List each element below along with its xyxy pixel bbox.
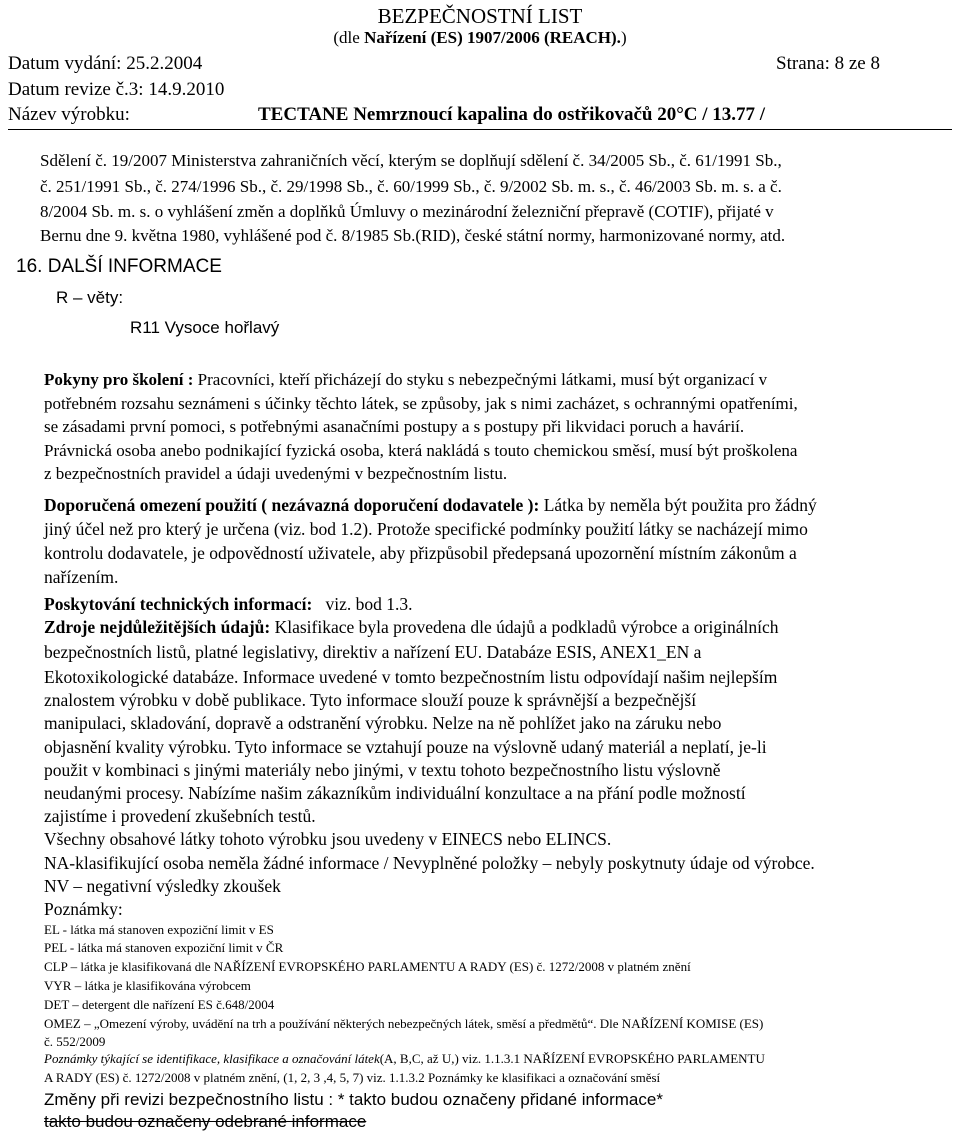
- training-line: potřebném rozsahu seznámeni s účinky těchto látek, se způsoby, jak s nimi zacházet, s ochrannými opatřeními,: [44, 394, 798, 413]
- remarks-italic: Poznámky týkající se identifikace, klasifikace a označování látek: [44, 1051, 380, 1066]
- r-phrase-item: R11 Vysoce hořlavý: [130, 318, 280, 337]
- regulation-subtitle: [0, 28, 960, 48]
- sources-paragraph: [44, 617, 779, 638]
- subtitle-regulation: Nařízení (ES) 1907/2006 (REACH).: [364, 28, 621, 47]
- intro-line: Sdělení č. 19/2007 Ministerstva zahraničních věcí, kterým se doplňují sdělení č. 34/2005 Sb., č. 61/1991 Sb.,: [40, 151, 782, 170]
- page-value: 8 ze 8: [834, 53, 880, 74]
- sources-line: Ekotoxikologické databáze. Informace uvedené v tomto bezpečnostním listu odpovídají našim nejlepším: [44, 667, 778, 687]
- note-item: DET – detergent dle nařízení ES č.648/2004: [44, 997, 275, 1012]
- section-heading: 16. DALŠÍ INFORMACE: [16, 256, 222, 277]
- issue-date: [8, 53, 202, 75]
- technical-label: Poskytování technických informací:: [44, 594, 313, 614]
- note-item: PEL - látka má stanoven expoziční limit v ČR: [44, 940, 284, 955]
- remarks-text: (A, B,C, až U,) viz. 1.1.3.1 NAŘÍZENÍ EVROPSKÉHO PARLAMENTU: [379, 1051, 765, 1066]
- training-paragraph: [44, 370, 767, 390]
- header-divider: [8, 129, 952, 130]
- training-line: se zásadami první pomoci, s potřebnými asanačními postupy a s postupy při likvidaci poruch a havárií.: [44, 417, 745, 436]
- note-item: č. 552/2009: [44, 1034, 106, 1049]
- product-name-label: Název výrobku:: [8, 104, 130, 125]
- sources-line: použit v kombinaci s jinými materiály nebo jinými, v textu tohoto bezpečnostního listu výslovně: [44, 760, 721, 780]
- subtitle-suffix: ): [620, 28, 627, 47]
- remarks-line: [44, 1051, 765, 1067]
- sources-label: Zdroje nejdůležitějších údajů:: [44, 617, 271, 637]
- recommended-text: Látka by neměla být použita pro žádný: [539, 495, 817, 515]
- technical-info: [44, 594, 412, 615]
- document-title: BEZPEČNOSTNÍ LIST: [377, 4, 583, 28]
- technical-value: viz. bod 1.3.: [325, 594, 413, 614]
- einecs-line: Všechny obsahové látky tohoto výrobku jsou uvedeny v EINECS nebo ELINCS.: [44, 829, 612, 849]
- issue-date-label: Datum vydání:: [8, 53, 122, 74]
- revision-date: [8, 79, 224, 101]
- changes-line: Změny při revizi bezpečnostního listu : * takto budou označeny přidané informace*: [44, 1090, 663, 1109]
- nv-line: NV – negativní výsledky zkoušek: [44, 876, 281, 896]
- notes-label: Poznámky:: [44, 899, 123, 919]
- training-line: z bezpečnostních pravidel a údaji uvedenými v bezpečnostním listu.: [44, 464, 508, 483]
- sources-line: zajistíme i provedení zkušebních testů.: [44, 806, 316, 826]
- note-item: EL - látka má stanoven expoziční limit v ES: [44, 922, 274, 937]
- sources-text: Klasifikace byla provedena dle údajů a podkladů výrobce a originálních: [270, 617, 779, 637]
- sources-line: znalostem výrobku v době publikace. Tyto informace slouží pouze k správnější a bezpečnější: [44, 690, 697, 710]
- remarks-line: A RADY (ES) č. 1272/2008 v platném znění, (1, 2, 3 ,4, 5, 7) viz. 1.1.3.2 Poznámky ke klasifikaci a označování směsí: [44, 1070, 661, 1085]
- note-item: CLP – látka je klasifikovaná dle NAŘÍZENÍ EVROPSKÉHO PARLAMENTU A RADY (ES) č. 1272/2008 v platném znění: [44, 959, 691, 974]
- page-label: Strana:: [776, 53, 830, 74]
- recommended-line: kontrolu dodavatele, je odpovědností uživatele, aby přizpůsobil předepsaná upozornění místním zákonům a: [44, 543, 797, 563]
- note-item: VYR – látka je klasifikována výrobcem: [44, 978, 251, 993]
- training-line: Právnická osoba anebo podnikající fyzická osoba, která nakládá s touto chemickou směsí, musí být proškolena: [44, 441, 798, 460]
- recommended-line: jiný účel než pro který je určena (viz. bod 1.2). Protože specifické podmínky použití látky se nacházejí mimo: [44, 519, 808, 539]
- recommended-paragraph: [44, 495, 817, 516]
- page-number: [776, 53, 880, 75]
- note-item: OMEZ – „Omezení výroby, uvádění na trh a používání některých nebezpečných látek, směsí a předmětů“. Dle NAŘÍZENÍ KOMISE (ES): [44, 1016, 764, 1031]
- revision-date-value: 14.9.2010: [148, 79, 225, 100]
- sources-line: bezpečnostních listů, platné legislativy, direktiv a nařízení EU. Databáze ESIS, ANEX1_EN a: [44, 642, 702, 662]
- intro-line: Bernu dne 9. května 1980, vyhlášené pod č. 8/1985 Sb.(RID), české státní normy, harmonizované normy, atd.: [40, 226, 786, 245]
- revision-date-label: Datum revize č.3:: [8, 79, 144, 100]
- sources-line: neudanými procesy. Nabízíme našim zákazníkům individuální konzultace a na přání podle možností: [44, 783, 746, 803]
- na-line: NA-klasifikující osoba neměla žádné informace / Nevyplněné položky – nebyly poskytnuty údaje od výrobce.: [44, 853, 815, 873]
- r-phrases-label: R – věty:: [56, 288, 124, 307]
- intro-line: č. 251/1991 Sb., č. 274/1996 Sb., č. 29/1998 Sb., č. 60/1999 Sb., č. 9/2002 Sb. m. s., č. 46/2003 Sb. m. s. a č.: [40, 177, 782, 196]
- training-label: Pokyny pro školení :: [44, 370, 194, 389]
- training-text: Pracovníci, kteří přicházejí do styku s nebezpečnými látkami, musí být organizací v: [193, 370, 768, 389]
- intro-line: 8/2004 Sb. m. s. o vyhlášení změn a doplňků Úmluvy o mezinárodní železniční přepravě (COTIF), přijaté v: [40, 202, 774, 221]
- issue-date-value: 25.2.2004: [126, 53, 203, 74]
- removed-info-line: takto budou označeny odebrané informace: [44, 1112, 367, 1131]
- sources-line: manipulaci, skladování, dopravě a odstranění výrobku. Nelze na ně pohlížet jako na záruku nebo: [44, 713, 722, 733]
- sources-line: objasnění kvality výrobku. Tyto informace se vztahují pouze na výslovně udaný materiál a neplatí, je-li: [44, 737, 767, 757]
- recommended-label: Doporučená omezení použití ( nezávazná doporučení dodavatele ):: [44, 495, 540, 515]
- recommended-line: nařízením.: [44, 567, 119, 587]
- subtitle-prefix: (dle: [333, 28, 365, 47]
- product-name-value: TECTANE Nemrznoucí kapalina do ostřikovačů 20°C / 13.77 /: [258, 104, 766, 125]
